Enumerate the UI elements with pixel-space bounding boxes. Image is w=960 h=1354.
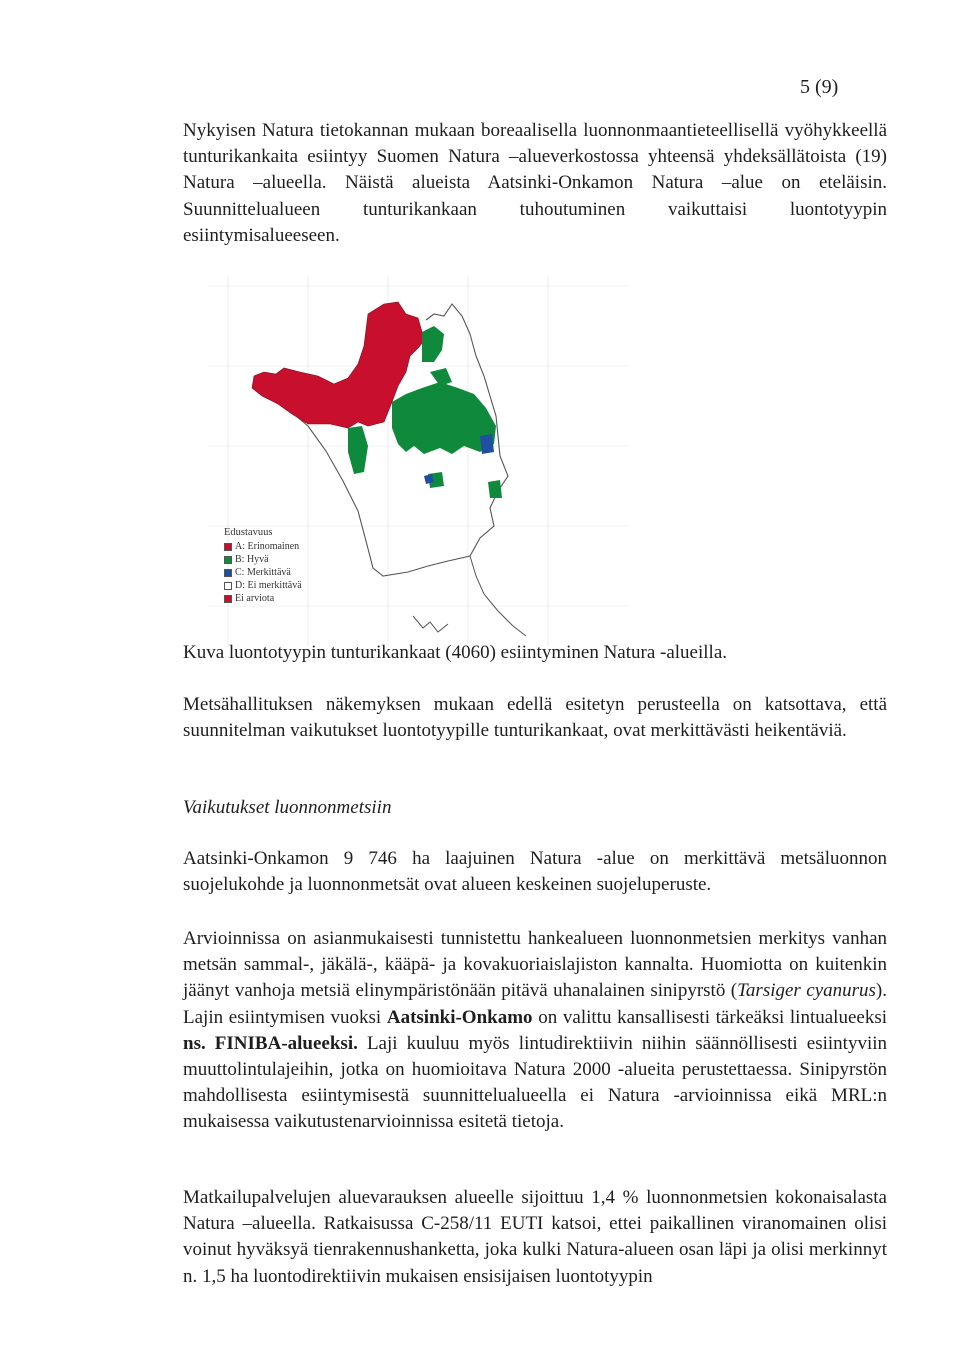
legend-label: B: Hyvä xyxy=(235,554,269,565)
bold-finiba: ns. FINIBA-alueeksi. xyxy=(183,1032,358,1054)
area-b-green-east xyxy=(488,480,502,498)
area-b-green-main xyxy=(392,382,496,454)
legend-label: D: Ei merkittävä xyxy=(235,580,302,591)
legend-item-d xyxy=(224,579,302,592)
text-run: Arvioinnissa on asianmukaisesti tunnistettu hankealueen luonnonmetsien merkitys vanhan metsän sammal-, jäkälä-, kääpä- ja kovakuoriaislajiston kannalta. Huomiotta on kuitenkin jäänyt vanhoja metsiä elinympäristönään pitävä uhanalainen sinipyrstö ( xyxy=(183,928,887,1002)
area-b-green-north xyxy=(422,326,444,362)
page-number: 5 (9) xyxy=(800,76,839,98)
section-heading: Vaikutukset luonnonmetsiin xyxy=(183,797,392,818)
map-outline-lake xyxy=(413,616,448,632)
legend-label: Ei arviota xyxy=(235,593,275,604)
map-legend xyxy=(224,526,302,605)
legend-item-b xyxy=(224,553,302,566)
figure-caption: Kuva luontotyypin tunturikankaat (4060) esiintyminen Natura -alueilla. xyxy=(183,642,728,663)
area-b-green-small xyxy=(430,368,452,386)
text-run: on valittu kansallisesti tärkeäksi lintualueeksi xyxy=(532,1006,887,1028)
legend-swatch-icon xyxy=(224,543,232,551)
paragraph-intro: Nykyisen Natura tietokannan mukaan boreaalisella luonnonmaantieteellisellä vyöhykkeellä tunturikankaita esiintyy Suomen Natura –alueverkostossa yhteensä yhdeksällätoista (19) Natura –alueella. Näistä alueista Aatsinki-Onkamon Natura –alue on eteläisin. Suunnittelualueen tunturikankaan tuhoutuminen vaikuttaisi luontotyypin esiintymisalueeseen. xyxy=(183,120,887,246)
text-run: ). Lajin esiintymisen vuoksi xyxy=(183,980,887,1028)
paragraph-natura-area: Aatsinki-Onkamon 9 746 ha laajuinen Natura -alue on merkittävä metsäluonnon suojelukohde ja luonnonmetsät ovat alueen keskeinen suojeluperuste. xyxy=(183,848,887,896)
legend-label: A: Erinomainen xyxy=(235,541,300,552)
natura-map-figure xyxy=(208,276,628,646)
species-name: Tarsiger cyanurus xyxy=(737,980,876,1002)
legend-item-a xyxy=(224,540,302,553)
legend-swatch-icon xyxy=(224,556,232,564)
bold-area-name: Aatsinki-Onkamo xyxy=(386,1006,533,1028)
paragraph-metsahallitus: Metsähallituksen näkemyksen mukaan edellä esitetyn perusteella on katsottava, että suunnitelman vaikutukset luontotyypille tunturikankaat, ovat merkittävästi heikentäviä. xyxy=(183,694,887,742)
paragraph-tourism: Matkailupalvelujen aluevarauksen alueelle sijoittuu 1,4 % luonnonmetsien kokonaisalasta Natura –alueella. Ratkaisussa C-258/11 EUTI katsoi, ettei paikallinen viranomainen olisi voinut hyväksyä tienrakennushanketta, joka kulki Natura-alueen osan läpi ja olisi merkinnyt n. 1,5 ha luontodirektiivin mukaisen ensisijaisen luontotyypin xyxy=(183,1187,887,1287)
text-run: Laji kuuluu myös lintudirektiivin niihin säännöllisesti esiintyviin muuttolintulajeihin, jotka on huomioitava Natura 2000 -alueita perustettaessa. Sinipyrstön mahdollisesta esiintymisestä suunnittelualueella ei Natura -arvioinnissa eikä MRL:n mukaisessa vaikutustenarvioinnissa esitetä tietoja. xyxy=(183,1032,888,1133)
map-outline-east xyxy=(470,556,526,636)
legend-item-c xyxy=(224,566,302,579)
area-c-blue xyxy=(480,434,494,454)
paragraph-assessment xyxy=(183,926,887,1136)
legend-swatch-icon xyxy=(224,569,232,577)
area-b-green-west xyxy=(348,426,368,474)
legend-swatch-icon xyxy=(224,595,232,603)
legend-title: Edustavuus xyxy=(224,527,273,538)
legend-item-none xyxy=(224,592,302,605)
legend-swatch-icon xyxy=(224,582,232,590)
legend-label: C: Merkittävä xyxy=(235,567,291,578)
